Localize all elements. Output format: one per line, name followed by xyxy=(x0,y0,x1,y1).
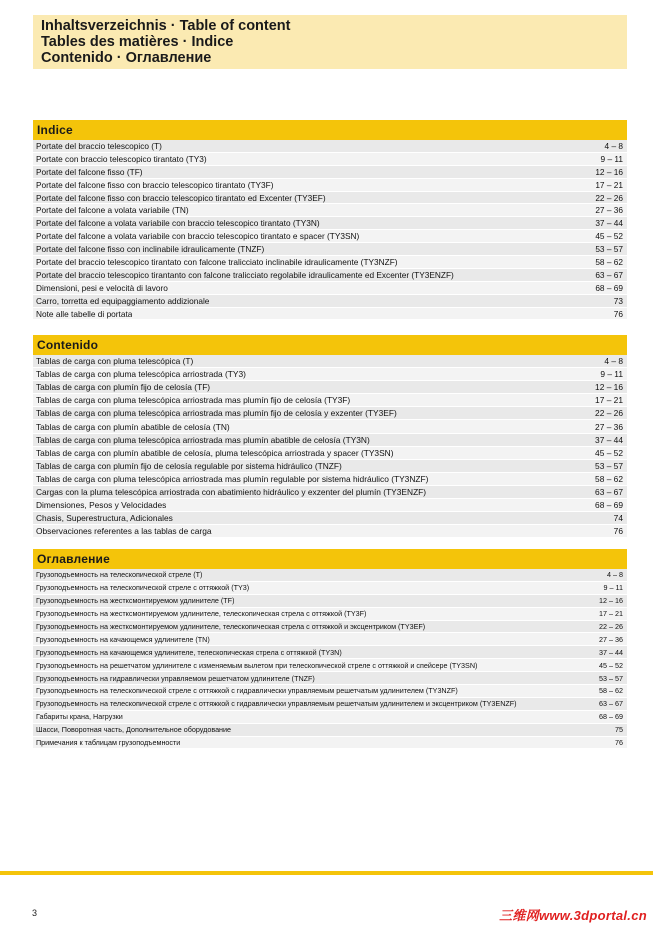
toc-entry-title: Portate del braccio telescopico (T) xyxy=(36,140,162,151)
toc-entry-title: Габариты крана, Нагрузки xyxy=(36,712,123,722)
toc-entry-title: Tablas de carga con pluma telescópica arriostrada mas plumín abatible de celosía (TY3N) xyxy=(36,434,370,445)
toc-entry-pages: 17 – 21 xyxy=(595,395,623,406)
toc-entry-pages: 4 – 8 xyxy=(607,570,623,580)
toc-row xyxy=(33,434,627,447)
toc-entry-pages: 4 – 8 xyxy=(604,140,623,151)
header-line-fr-it: Tables des matières · Indice xyxy=(41,34,234,50)
toc-entry-title: Portate del braccio telescopico tirantanto con falcone tralicciato regolabile idraulicamente ed Excenter (TY3ENZF) xyxy=(36,269,454,280)
toc-row xyxy=(33,381,627,394)
toc-entry-pages: 74 xyxy=(613,513,623,524)
toc-entry-title: Шасси, Поворотная часть, Дополнительное оборудование xyxy=(36,725,232,735)
toc-row xyxy=(33,204,627,217)
toc-row xyxy=(33,685,627,698)
toc-entry-title: Tablas de carga con plumín abatible de celosía, pluma telescópica arriostrada y spacer (TY3SN) xyxy=(36,447,394,458)
toc-row xyxy=(33,447,627,460)
toc-row xyxy=(33,672,627,685)
toc-entry-pages: 9 – 11 xyxy=(603,583,623,593)
toc-entry-pages: 76 xyxy=(613,526,623,537)
toc-entry-pages: 68 – 69 xyxy=(599,712,623,722)
toc-entry-title: Грузоподъемность на качающемся удлинителе, телескопическая стрела с оттяжкой (TY3N) xyxy=(36,647,342,657)
toc-row xyxy=(33,166,627,179)
toc-entry-title: Portate del falcone a volata variabile (TN) xyxy=(36,205,189,216)
toc-row xyxy=(33,269,627,282)
section-rows xyxy=(33,569,627,749)
section-indice xyxy=(33,120,627,320)
header-line-es-ru: Contenido · Оглавление xyxy=(41,50,212,66)
toc-entry-title: Грузоподъемность на жестксмонтируемом удлинителе, телескопическая стрела с оттяжкой и эксцентриком (TY3EF) xyxy=(36,622,426,631)
toc-entry-pages: 22 – 26 xyxy=(595,408,623,419)
section-oglavlenie xyxy=(33,549,627,749)
toc-entry-pages: 58 – 62 xyxy=(599,686,623,696)
toc-row xyxy=(33,499,627,512)
page-number: 3 xyxy=(32,908,38,918)
toc-entry-title: Note alle tabelle di portata xyxy=(36,308,133,319)
toc-entry-pages: 9 – 11 xyxy=(600,153,623,164)
toc-entry-pages: 22 – 26 xyxy=(599,622,623,631)
section-rows xyxy=(33,140,627,320)
toc-entry-title: Portate con braccio telescopico tirantato (TY3) xyxy=(36,153,207,164)
toc-row xyxy=(33,355,627,368)
toc-entry-title: Грузоподъемность на жестксмонтируемом удлинителе, телескопическая стрела с оттяжкой (TY3F) xyxy=(36,609,367,619)
toc-entry-title: Tablas de carga con plumín fijo de celosía regulable por sistema hidráulico (TNZF) xyxy=(36,460,342,471)
toc-entry-pages: 53 – 57 xyxy=(595,244,623,255)
toc-entry-pages: 76 xyxy=(615,738,623,748)
toc-row xyxy=(33,217,627,230)
toc-row xyxy=(33,473,627,486)
toc-row xyxy=(33,420,627,433)
footer-rule xyxy=(0,871,653,875)
toc-entry-pages: 58 – 62 xyxy=(595,256,623,267)
toc-row xyxy=(33,737,627,750)
toc-entry-pages: 27 – 36 xyxy=(595,205,623,216)
toc-entry-pages: 53 – 57 xyxy=(595,460,623,471)
toc-entry-title: Примечания к таблицам грузоподъемности xyxy=(36,738,181,748)
toc-entry-pages: 17 – 21 xyxy=(599,609,623,619)
toc-entry-title: Грузоподъемность на гидравлически управляемом решетчатом удлинителе (TNZF) xyxy=(36,673,315,683)
toc-entry-title: Tablas de carga con pluma telescópica arriostrada mas plumín fijo de celosía (TY3F) xyxy=(36,395,351,406)
toc-entry-title: Грузоподъемность на телескопической стреле (T) xyxy=(36,570,203,580)
toc-row xyxy=(33,582,627,595)
toc-entry-pages: 17 – 21 xyxy=(595,179,623,190)
toc-row xyxy=(33,460,627,473)
toc-entry-pages: 68 – 69 xyxy=(595,500,623,511)
toc-entry-pages: 45 – 52 xyxy=(599,660,623,670)
toc-entry-pages: 9 – 11 xyxy=(600,369,623,380)
toc-entry-pages: 63 – 67 xyxy=(595,486,623,497)
toc-entry-pages: 68 – 69 xyxy=(595,282,623,293)
toc-entry-title: Грузоподъемность на телескопической стреле с оттяжкой с гидравлически управляемым решетчатым удлинителем и эксцентриком (TY3ENZF) xyxy=(36,699,517,709)
toc-entry-pages: 63 – 67 xyxy=(595,269,623,280)
toc-entry-title: Observaciones referentes a las tablas de carga xyxy=(36,526,212,537)
toc-entry-title: Tablas de carga con pluma telescópica arriostrada (TY3) xyxy=(36,369,246,380)
toc-row xyxy=(33,295,627,308)
toc-entry-title: Portate del falcone fisso con braccio telescopico tirantato ed Excenter (TY3EF) xyxy=(36,192,326,203)
toc-entry-title: Грузоподъемность на жестксмонтируемом удлинителе (TF) xyxy=(36,596,235,606)
toc-entry-pages: 37 – 44 xyxy=(599,647,623,657)
toc-row xyxy=(33,595,627,608)
toc-entry-title: Portate del falcone a volata variabile con braccio telescopico tirantato e spacer (TY3SN) xyxy=(36,231,360,242)
toc-entry-title: Tablas de carga con pluma telescópica (T) xyxy=(36,356,194,367)
toc-header xyxy=(33,15,627,69)
section-title: Indice xyxy=(33,120,627,140)
section-title: Contenido xyxy=(33,335,627,355)
toc-entry-pages: 12 – 16 xyxy=(595,382,623,393)
toc-row xyxy=(33,256,627,269)
toc-entry-pages: 27 – 36 xyxy=(599,634,623,644)
toc-row xyxy=(33,282,627,295)
toc-entry-pages: 76 xyxy=(613,308,623,319)
toc-entry-title: Portate del braccio telescopico tirantato con falcone tralicciato inclinabile idraulicamente (TY3NZF) xyxy=(36,256,398,267)
toc-row xyxy=(33,608,627,621)
toc-entry-title: Грузоподъемность на качающемся удлинителе (TN) xyxy=(36,634,210,644)
section-title: Оглавление xyxy=(33,549,627,569)
toc-entry-title: Tablas de carga con pluma telescópica arriostrada mas plumín fijo de celosía y exzenter (TY3EF) xyxy=(36,408,397,419)
toc-row xyxy=(33,621,627,634)
watermark-logo: 三维网www.3dportal.cn xyxy=(499,908,647,923)
toc-row xyxy=(33,140,627,153)
toc-entry-pages: 22 – 26 xyxy=(595,192,623,203)
toc-entry-pages: 75 xyxy=(615,725,623,735)
toc-row xyxy=(33,192,627,205)
toc-entry-title: Portate del falcone fisso (TF) xyxy=(36,166,143,177)
toc-entry-pages: 37 – 44 xyxy=(595,434,623,445)
toc-entry-title: Tablas de carga con plumín abatible de celosía (TN) xyxy=(36,421,230,432)
toc-entry-title: Tablas de carga con plumín fijo de celosía (TF) xyxy=(36,382,211,393)
toc-entry-pages: 45 – 52 xyxy=(595,231,623,242)
toc-entry-pages: 27 – 36 xyxy=(595,421,623,432)
toc-row xyxy=(33,633,627,646)
section-contenido xyxy=(33,335,627,538)
toc-entry-title: Грузоподъемность на телескопической стреле с оттяжкой с гидравлически управляемым решетчатым удлинителем (TY3NZF) xyxy=(36,686,458,696)
toc-row xyxy=(33,153,627,166)
toc-entry-pages: 45 – 52 xyxy=(595,447,623,458)
toc-row xyxy=(33,525,627,538)
toc-entry-pages: 12 – 16 xyxy=(599,596,623,606)
section-rows xyxy=(33,355,627,538)
toc-entry-title: Dimensiones, Pesos y Velocidades xyxy=(36,500,167,511)
toc-row xyxy=(33,569,627,582)
toc-entry-pages: 53 – 57 xyxy=(599,673,623,683)
toc-row xyxy=(33,698,627,711)
toc-entry-title: Carro, torretta ed equipaggiamento addizionale xyxy=(36,295,210,306)
toc-entry-pages: 63 – 67 xyxy=(599,699,623,709)
toc-row xyxy=(33,230,627,243)
toc-entry-pages: 37 – 44 xyxy=(595,218,623,229)
header-line-de-en: Inhaltsverzeichnis · Table of content xyxy=(41,18,291,34)
toc-row xyxy=(33,486,627,499)
toc-entry-title: Chasis, Superestructura, Adicionales xyxy=(36,513,173,524)
toc-entry-title: Portate del falcone fisso con inclinabile idraulicamente (TNZF) xyxy=(36,244,265,255)
toc-entry-pages: 58 – 62 xyxy=(595,473,623,484)
toc-row xyxy=(33,512,627,525)
toc-entry-title: Грузоподъемность на решетчатом удлинителе с изменяемым вылетом при телескопической стреле с оттяжкой и спейсере (TY3SN) xyxy=(36,660,478,670)
toc-entry-title: Tablas de carga con pluma telescópica arriostrada mas plumín regulable por sistema hidráulico (TY3NZF) xyxy=(36,473,429,484)
toc-row xyxy=(33,394,627,407)
toc-row xyxy=(33,711,627,724)
toc-row xyxy=(33,308,627,321)
toc-row xyxy=(33,646,627,659)
toc-row xyxy=(33,724,627,737)
toc-entry-title: Грузоподъемность на телескопической стреле с оттяжкой (TY3) xyxy=(36,583,250,593)
toc-row xyxy=(33,659,627,672)
toc-entry-pages: 4 – 8 xyxy=(604,356,623,367)
toc-row xyxy=(33,243,627,256)
toc-entry-pages: 73 xyxy=(613,295,623,306)
toc-entry-title: Dimensioni, pesi e velocità di lavoro xyxy=(36,282,168,293)
toc-entry-pages: 12 – 16 xyxy=(595,166,623,177)
toc-row xyxy=(33,179,627,192)
toc-row xyxy=(33,407,627,420)
toc-entry-title: Portate del falcone fisso con braccio telescopico tirantato (TY3F) xyxy=(36,179,274,190)
toc-row xyxy=(33,368,627,381)
toc-entry-title: Portate del falcone a volata variabile con braccio telescopico tirantato (TY3N) xyxy=(36,218,320,229)
toc-entry-title: Cargas con la pluma telescópica arriostrada con abatimiento hidráulico y exzenter del plumín (TY3ENZF) xyxy=(36,486,427,497)
